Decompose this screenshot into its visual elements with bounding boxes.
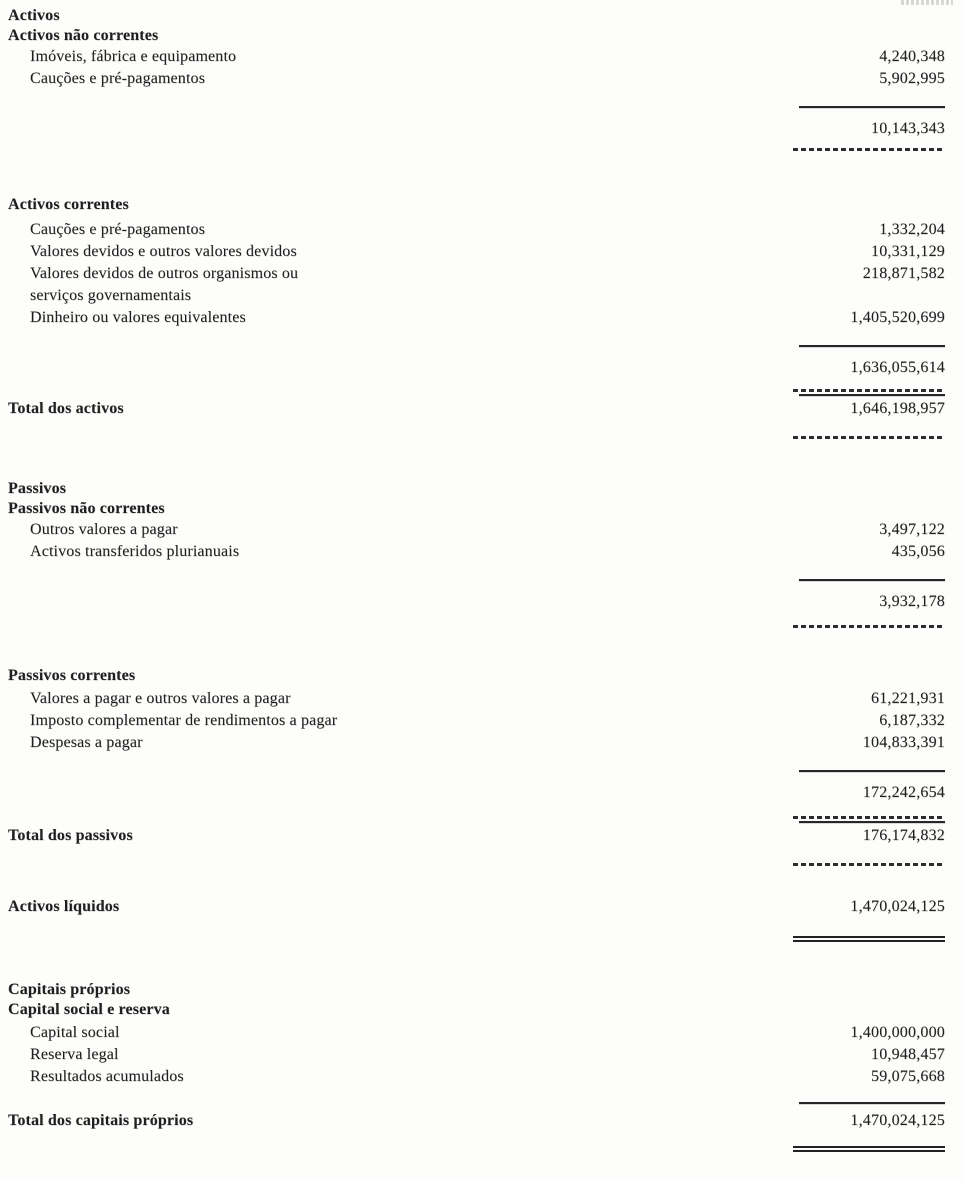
spacer bbox=[8, 942, 945, 980]
line-item-label: serviços governamentais bbox=[30, 287, 192, 304]
total-value: 176,174,832 bbox=[862, 827, 945, 844]
sum-rule bbox=[799, 770, 945, 772]
spacer bbox=[8, 439, 945, 479]
section-heading-label: Activos não correntes bbox=[8, 27, 159, 44]
line-item bbox=[8, 732, 945, 754]
line-item-value: 3,497,122 bbox=[879, 521, 945, 538]
scan-artifact bbox=[901, 0, 953, 5]
total-row bbox=[8, 398, 945, 420]
section-heading-label: Activos bbox=[8, 7, 60, 24]
line-item bbox=[8, 118, 945, 140]
line-item-label: Cauções e pré-pagamentos bbox=[30, 221, 206, 238]
line-item-value: 435,056 bbox=[891, 543, 945, 560]
line-item bbox=[8, 219, 945, 241]
line-item-label: Imposto complementar de rendimentos a pagar bbox=[30, 712, 338, 729]
line-item bbox=[8, 357, 945, 379]
sum-rule bbox=[799, 821, 945, 823]
spacer bbox=[8, 866, 945, 896]
spacer bbox=[8, 90, 945, 106]
section-heading bbox=[8, 980, 945, 1000]
spacer bbox=[8, 804, 945, 816]
line-item-label: Valores a pagar e outros valores a pagar bbox=[30, 690, 291, 707]
spacer bbox=[8, 151, 945, 195]
line-item bbox=[8, 1044, 945, 1066]
line-item bbox=[8, 46, 945, 68]
line-item bbox=[8, 688, 945, 710]
section-heading-label: Activos correntes bbox=[8, 196, 129, 213]
line-item-label: Valores devidos e outros valores devidos bbox=[30, 243, 297, 260]
spacer bbox=[8, 347, 945, 357]
subtotal-value: 10,143,343 bbox=[871, 120, 945, 137]
line-item-label: Reserva legal bbox=[30, 1046, 119, 1063]
sum-rule bbox=[799, 394, 945, 396]
subtotal-value: 3,932,178 bbox=[879, 593, 945, 610]
line-item bbox=[8, 241, 945, 263]
double-rule bbox=[793, 936, 945, 942]
line-item-label: Resultados acumulados bbox=[30, 1068, 184, 1085]
line-item-label: Cauções e pré-pagamentos bbox=[30, 70, 206, 87]
section-heading bbox=[8, 195, 945, 215]
spacer bbox=[8, 563, 945, 579]
total-label: Total dos passivos bbox=[8, 827, 133, 844]
line-item-label: Activos transferidos plurianuais bbox=[30, 543, 240, 560]
spacer bbox=[8, 140, 945, 148]
line-item-value: 104,833,391 bbox=[862, 734, 945, 751]
total-label: Total dos activos bbox=[8, 400, 124, 417]
line-item bbox=[8, 263, 945, 285]
line-item-value: 10,948,457 bbox=[871, 1046, 945, 1063]
double-rule bbox=[793, 1146, 945, 1152]
spacer bbox=[8, 847, 945, 863]
line-item-value: 1,332,204 bbox=[879, 221, 945, 238]
line-item-label: Outros valores a pagar bbox=[30, 521, 178, 538]
spacer bbox=[8, 420, 945, 436]
subtotal-value: 1,636,055,614 bbox=[850, 359, 945, 376]
spacer bbox=[8, 108, 945, 118]
section-heading bbox=[8, 479, 945, 499]
line-item-value: 59,075,668 bbox=[871, 1068, 945, 1085]
line-item bbox=[8, 1066, 945, 1088]
spacer bbox=[8, 918, 945, 936]
line-item-value: 10,331,129 bbox=[871, 243, 945, 260]
line-item-value: 6,187,332 bbox=[879, 712, 945, 729]
dashed-rule bbox=[793, 625, 945, 628]
statement-rows bbox=[8, 6, 945, 1152]
total-label: Activos líquidos bbox=[8, 898, 120, 915]
dashed-rule bbox=[793, 816, 945, 819]
line-item bbox=[8, 307, 945, 329]
total-label: Total dos capitais próprios bbox=[8, 1112, 194, 1129]
line-item-value: 1,400,000,000 bbox=[850, 1024, 945, 1041]
line-item bbox=[8, 1022, 945, 1044]
total-value: 1,470,024,125 bbox=[850, 1112, 945, 1129]
line-item bbox=[8, 519, 945, 541]
total-row bbox=[8, 825, 945, 847]
section-heading bbox=[8, 1000, 945, 1020]
line-item bbox=[8, 285, 945, 307]
line-item-value: 5,902,995 bbox=[879, 70, 945, 87]
section-heading bbox=[8, 666, 945, 686]
spacer bbox=[8, 329, 945, 345]
line-item bbox=[8, 782, 945, 804]
spacer bbox=[8, 754, 945, 770]
line-item-label: Imóveis, fábrica e equipamento bbox=[30, 48, 237, 65]
total-row bbox=[8, 1110, 945, 1132]
dashed-rule bbox=[793, 436, 945, 439]
spacer bbox=[8, 581, 945, 591]
spacer bbox=[8, 628, 945, 666]
dashed-rule bbox=[793, 148, 945, 151]
sum-rule bbox=[799, 1102, 945, 1104]
line-item-label: Capital social bbox=[30, 1024, 120, 1041]
spacer bbox=[8, 613, 945, 625]
total-row bbox=[8, 896, 945, 918]
line-item-label: Dinheiro ou valores equivalentes bbox=[30, 309, 246, 326]
section-heading-label: Capital social e reserva bbox=[8, 1001, 170, 1018]
line-item-value: 218,871,582 bbox=[862, 265, 945, 282]
line-item-label: Valores devidos de outros organismos ou bbox=[30, 265, 299, 282]
line-item-label: Despesas a pagar bbox=[30, 734, 143, 751]
section-heading-label: Passivos bbox=[8, 480, 67, 497]
section-heading-label: Passivos correntes bbox=[8, 667, 136, 684]
line-item bbox=[8, 68, 945, 90]
line-item-value: 4,240,348 bbox=[879, 48, 945, 65]
total-value: 1,470,024,125 bbox=[850, 898, 945, 915]
spacer bbox=[8, 772, 945, 782]
sum-rule bbox=[799, 345, 945, 347]
dashed-rule bbox=[793, 863, 945, 866]
line-item-value: 1,405,520,699 bbox=[850, 309, 945, 326]
subtotal-value: 172,242,654 bbox=[862, 784, 945, 801]
section-heading bbox=[8, 499, 945, 519]
sum-rule bbox=[799, 106, 945, 108]
total-value: 1,646,198,957 bbox=[850, 400, 945, 417]
section-heading bbox=[8, 26, 945, 46]
line-item-value: 61,221,931 bbox=[871, 690, 945, 707]
dashed-rule bbox=[793, 389, 945, 392]
line-item bbox=[8, 541, 945, 563]
section-heading-label: Capitais próprios bbox=[8, 981, 131, 998]
spacer bbox=[8, 379, 945, 389]
double-rule-row bbox=[8, 1146, 945, 1152]
line-item bbox=[8, 591, 945, 613]
sum-rule bbox=[799, 579, 945, 581]
line-item bbox=[8, 710, 945, 732]
spacer bbox=[8, 1132, 945, 1146]
spacer bbox=[8, 1088, 945, 1102]
section-heading bbox=[8, 6, 945, 26]
section-heading-label: Passivos não correntes bbox=[8, 500, 165, 517]
